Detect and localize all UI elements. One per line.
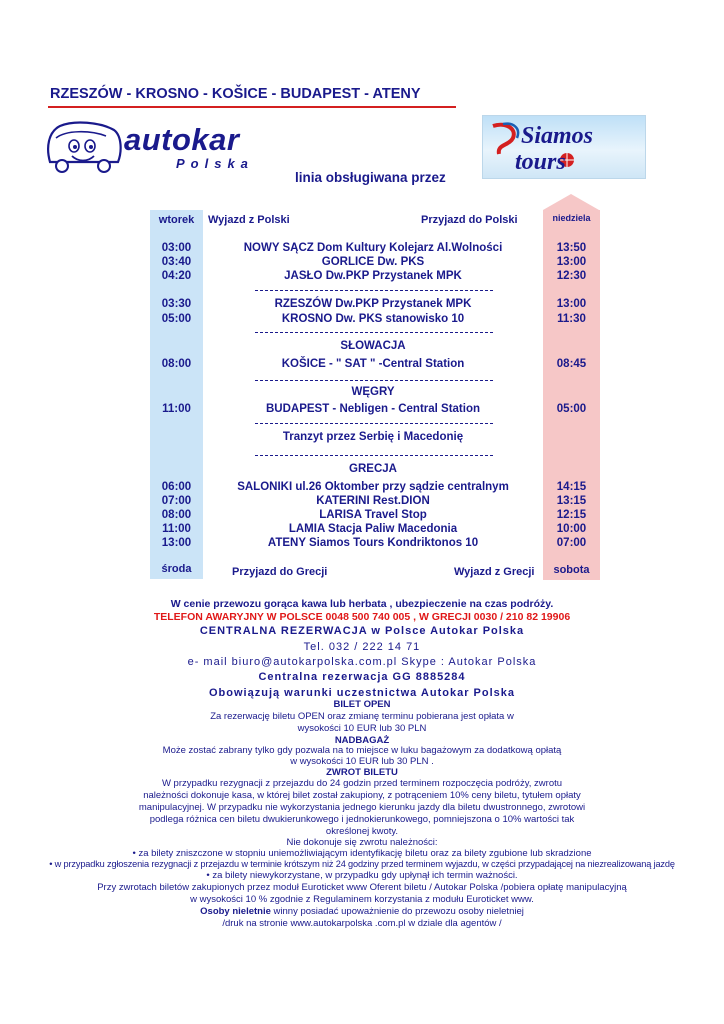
- stop-name: KOŠICE - " SAT " -Central Station: [281, 358, 465, 370]
- outbound-time: 03:40: [161, 256, 192, 268]
- return-time: 08:45: [556, 358, 587, 370]
- country-heading: SŁOWACJA: [340, 340, 406, 352]
- stop-name: BUDAPEST - Nebligen - Central Station: [265, 403, 481, 415]
- return-time: 13:50: [556, 242, 587, 254]
- refund-bullet: • za bilety niewykorzystane, w przypadku gdy upłynął ich termin ważności.: [206, 870, 518, 881]
- refund-text: określonej kwoty.: [325, 826, 399, 837]
- minors-note: [0, 906, 724, 917]
- outbound-time: 04:20: [161, 270, 192, 282]
- refund-text: Przy zwrotach biletów zakupionych przez moduł Euroticket www Oferent biletu / Autokar Polska /pobiera opłatę manipulacyjną: [97, 882, 627, 893]
- open-ticket-text: wysokości 10 EUR lub 30 PLN: [297, 723, 427, 734]
- operated-by-label: linia obsługiwana przez: [295, 170, 446, 185]
- outbound-time: 08:00: [161, 509, 192, 521]
- outbound-time: 05:00: [161, 313, 192, 325]
- outbound-time: 03:00: [161, 242, 192, 254]
- partner-name-line2: tours: [515, 149, 566, 175]
- outbound-time: 08:00: [161, 358, 192, 370]
- brand-subtitle: Polska: [176, 156, 254, 171]
- conditions-note: Obowiązują warunki uczestnictwa Autokar Polska: [209, 687, 515, 699]
- stop-name: LARISA Travel Stop: [319, 509, 427, 521]
- return-time: 13:00: [556, 298, 587, 310]
- stop-name: RZESZÓW Dw.PKP Przystanek MPK: [274, 298, 472, 310]
- refund-text: Nie dokonuje się zwrotu należności:: [286, 837, 438, 848]
- return-time: 05:00: [556, 403, 587, 415]
- return-time: 14:15: [556, 481, 587, 493]
- refund-text: podlega różnica cen biletu dwukierunkowego i jednokierunkowego, pomniejszona o 10% wartości tak: [149, 814, 575, 825]
- minors-text: winny posiadać upoważnienie do przewozu osoby nieletniej: [270, 906, 524, 917]
- open-ticket-text: Za rezerwację biletu OPEN oraz zmianę terminu pobierana jest opłata w: [210, 711, 514, 722]
- departure-poland-label: Wyjazd z Polski: [208, 214, 290, 226]
- outbound-time: 11:00: [162, 403, 191, 415]
- outbound-time: 13:00: [161, 537, 192, 549]
- refund-text: manipulacyjnej. W przypadku nie wykorzystania jednego kierunku jazdy dla biletu dwustronnego, zwrotowi: [138, 802, 586, 813]
- return-day-bottom: sobota: [553, 564, 590, 576]
- emergency-phone: TELEFON AWARYJNY W POLSCE 0048 500 740 005 , W GRECJI 0030 / 210 82 19906: [153, 611, 571, 623]
- email-skype: e- mail biuro@autokarpolska.com.pl Skype : Autokar Polska: [187, 656, 537, 668]
- stop-name: ATENY Siamos Tours Kondriktonos 10: [267, 537, 479, 549]
- stop-name: GORLICE Dw. PKS: [321, 256, 425, 268]
- refund-text: w wysokości 10 % zgodnie z Regulaminem korzystania z modułu Euroticket www.: [190, 894, 534, 905]
- section-divider: [255, 455, 493, 457]
- refund-bullet: • za bilety zniszczone w stopniu uniemożliwiającym identyfikację biletu oraz za bilety zgubione lub skradzione: [132, 848, 592, 859]
- return-day-top: niedziela: [552, 213, 591, 223]
- arrival-poland-label: Przyjazd do Polski: [421, 214, 518, 226]
- country-heading: GRECJA: [349, 463, 397, 475]
- arrival-greece-label: Przyjazd do Grecji: [232, 566, 328, 578]
- route-title: RZESZÓW - KROSNO - KOŠICE - BUDAPEST - ATENY: [50, 86, 421, 102]
- route-underline: [48, 106, 456, 108]
- return-time: 12:30: [556, 270, 587, 282]
- transit-note: Tranzyt przez Serbię i Macedonię: [282, 431, 464, 443]
- stop-name: KATERINI Rest.DION: [316, 495, 430, 507]
- open-ticket-heading: BILET OPEN: [333, 699, 391, 710]
- return-column-tip: [543, 194, 599, 210]
- stop-name: JASŁO Dw.PKP Przystanek MPK: [284, 270, 462, 282]
- return-time: 11:30: [557, 313, 586, 325]
- baggage-text: Może zostać zabrany tylko gdy pozwala na to miejsce w luku bagażowym za dodatkową opłatą: [162, 745, 562, 756]
- outbound-time: 06:00: [161, 481, 192, 493]
- stop-name: KROSNO Dw. PKS stanowisko 10: [281, 313, 465, 325]
- outbound-time: 03:30: [161, 298, 192, 310]
- central-reservation-heading: CENTRALNA REZERWACJA w Polsce Autokar Polska: [199, 625, 525, 637]
- agents-form-note: /druk na stronie www.autokarpolska .com.pl w dziale dla agentów /: [222, 918, 502, 929]
- outbound-day-bottom: środa: [161, 563, 192, 575]
- return-time: 13:15: [556, 495, 587, 507]
- refund-text: należności dokonuje kasa, w której bilet został zakupiony, z potrąceniem 10% ceny biletu, tytułem opłaty: [143, 790, 581, 801]
- outbound-time: 11:00: [162, 523, 191, 535]
- return-time: 07:00: [556, 537, 587, 549]
- bus-mascot-icon: [44, 118, 124, 178]
- outbound-day-top: wtorek: [158, 214, 195, 226]
- refund-bullet: • w przypadku zgłoszenia rezygnacji z przejazdu w terminie krótszym niż 24 godziny przed terminem wyjazdu, w części przypadającej na niezrealizowaną jazdę: [49, 859, 675, 869]
- baggage-heading: NADBAGAŻ: [334, 735, 390, 746]
- return-time: 10:00: [556, 523, 587, 535]
- stop-name: LAMIA Stacja Paliw Macedonia: [288, 523, 458, 535]
- siamos-tours-emblem: [483, 116, 645, 178]
- departure-greece-label: Wyjazd z Grecji: [454, 566, 535, 578]
- baggage-text: w wysokości 10 EUR lub 30 PLN .: [290, 756, 434, 767]
- return-time: 13:00: [556, 256, 587, 268]
- stop-name: SALONIKI ul.26 Oktomber przy sądzie centralnym: [237, 481, 509, 493]
- refund-heading: ZWROT BILETU: [326, 767, 398, 778]
- section-divider: [255, 380, 493, 382]
- country-heading: WĘGRY: [351, 386, 395, 398]
- section-divider: [255, 290, 493, 292]
- partner-name-line1: Siamos: [521, 123, 594, 149]
- brand-name: autokar: [124, 122, 240, 157]
- return-time: 12:15: [556, 509, 587, 521]
- gg-reservation: Centralna rezerwacja GG 8885284: [258, 671, 466, 683]
- section-divider: [255, 332, 493, 334]
- refund-text: W przypadku rezygnacji z przejazdu do 24 godzin przed terminem rozpoczęcia podróży, zwrotu: [161, 778, 563, 789]
- minors-label: Osoby nieletnie: [200, 906, 271, 917]
- stop-name: NOWY SĄCZ Dom Kultury Kolejarz Al.Wolności: [243, 242, 503, 254]
- phone-number: Tel. 032 / 222 14 71: [303, 641, 421, 653]
- siamos-tours-logo: [482, 115, 646, 179]
- included-services-note: W cenie przewozu gorąca kawa lub herbata , ubezpieczenie na czas podróży.: [170, 598, 554, 610]
- outbound-time: 07:00: [161, 495, 192, 507]
- section-divider: [255, 423, 493, 425]
